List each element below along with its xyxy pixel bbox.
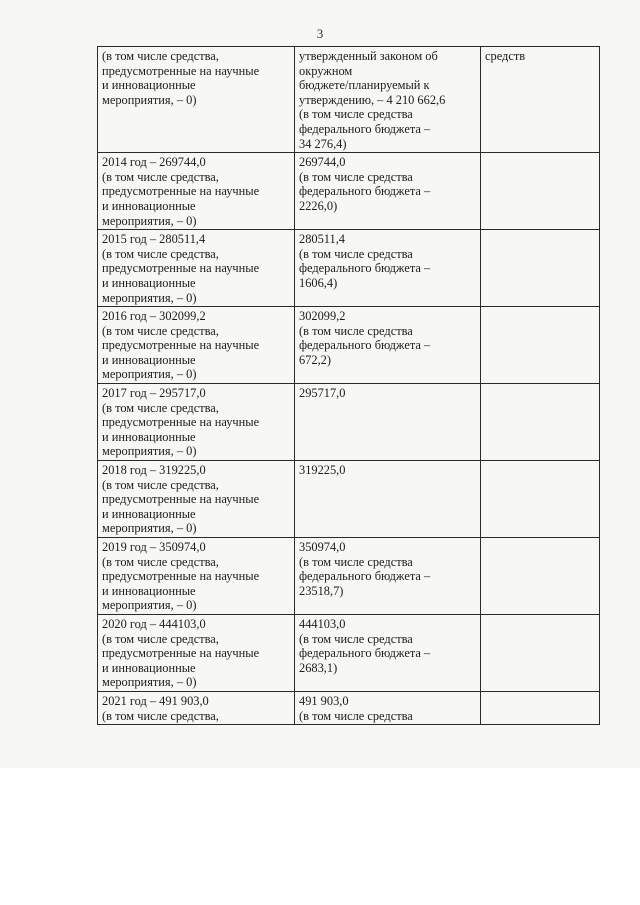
table-cell-note (481, 307, 600, 384)
table-row (98, 153, 600, 230)
table-cell-year-total: 2019 год – 350974,0 (в том числе средства, предусмотренные на научные и инновационные мероприятия, – 0) (98, 538, 295, 615)
table-row (98, 461, 600, 538)
table-cell-budget-amount: 350974,0 (в том числе средства федерального бюджета – 23518,7) (295, 538, 481, 615)
table-row (98, 614, 600, 691)
table-row (98, 384, 600, 461)
table-cell-note (481, 614, 600, 691)
table-cell-year-total: 2017 год – 295717,0 (в том числе средства, предусмотренные на научные и инновационные мероприятия, – 0) (98, 384, 295, 461)
table-cell-budget-amount: утвержденный законом об окружном бюджете/планируемый к утверждению, – 4 210 662,6 (в том числе средства федерального бюджета – 34 276,4) (295, 47, 481, 153)
table-cell-year-total: 2014 год – 269744,0 (в том числе средства, предусмотренные на научные и инновационные мероприятия, – 0) (98, 153, 295, 230)
table-row (98, 691, 600, 724)
table-cell-year-total: 2018 год – 319225,0 (в том числе средства, предусмотренные на научные и инновационные мероприятия, – 0) (98, 461, 295, 538)
table-cell-note (481, 153, 600, 230)
table-cell-note (481, 230, 600, 307)
table-cell-funding-scope: (в том числе средства, предусмотренные на научные и инновационные мероприятия, – 0) (98, 47, 295, 153)
table-cell-note: средств (481, 47, 600, 153)
table-cell-budget-amount: 269744,0 (в том числе средства федерального бюджета – 2226,0) (295, 153, 481, 230)
table-cell-budget-amount: 319225,0 (295, 461, 481, 538)
page-number: 3 (316, 26, 324, 41)
table-row (98, 307, 600, 384)
table-row (98, 47, 600, 153)
table-cell-budget-amount: 302099,2 (в том числе средства федерального бюджета – 672,2) (295, 307, 481, 384)
table-cell-year-total: 2020 год – 444103,0 (в том числе средства, предусмотренные на научные и инновационные мероприятия, – 0) (98, 614, 295, 691)
table-row (98, 230, 600, 307)
table-row (98, 538, 600, 615)
table-cell-note (481, 461, 600, 538)
table-cell-note (481, 384, 600, 461)
table-cell-note (481, 691, 600, 724)
table-cell-year-total: 2015 год – 280511,4 (в том числе средства, предусмотренные на научные и инновационные мероприятия, – 0) (98, 230, 295, 307)
table-cell-year-total: 2016 год – 302099,2 (в том числе средства, предусмотренные на научные и инновационные мероприятия, – 0) (98, 307, 295, 384)
table-cell-budget-amount: 280511,4 (в том числе средства федерального бюджета – 1606,4) (295, 230, 481, 307)
table-cell-note (481, 538, 600, 615)
funding-table (97, 46, 600, 725)
table-cell-budget-amount: 491 903,0 (в том числе средства (295, 691, 481, 724)
table-cell-budget-amount: 444103,0 (в том числе средства федерального бюджета – 2683,1) (295, 614, 481, 691)
table-cell-year-total: 2021 год – 491 903,0 (в том числе средства, (98, 691, 295, 724)
table-cell-budget-amount: 295717,0 (295, 384, 481, 461)
